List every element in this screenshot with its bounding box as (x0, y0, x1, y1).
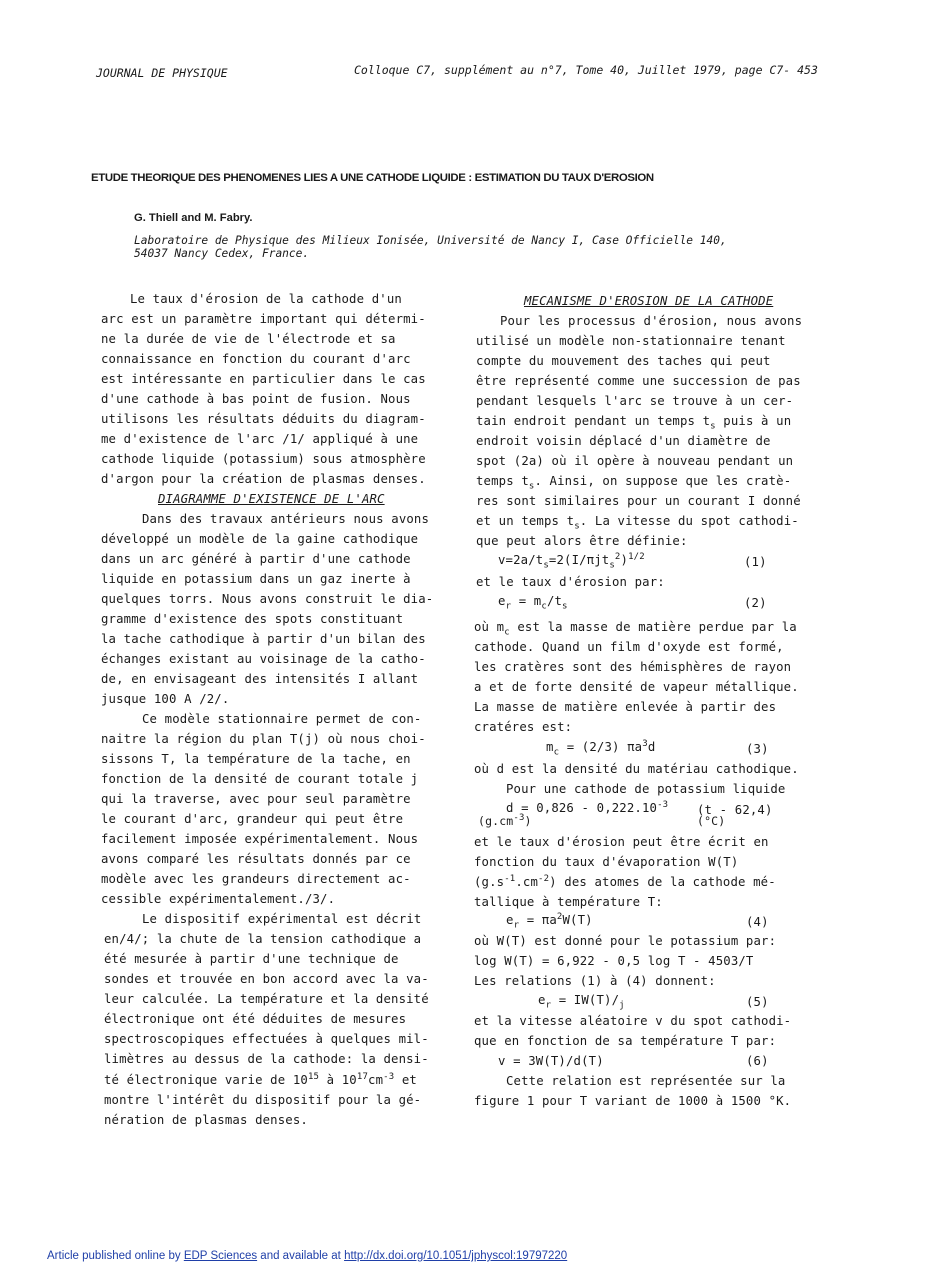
text-line: utilisé un modèle non-stationnaire tenant (476, 334, 786, 348)
text-line: développé un modèle de la gaine cathodique (101, 532, 419, 546)
text-line: spot (2a) où il opère à nouveau pendant un (476, 454, 794, 468)
density-line (104, 1073, 417, 1087)
text-line: que peut alors être définie: (476, 534, 688, 548)
affiliation-line-2: 54037 Nancy Cedex, France. (134, 247, 310, 260)
subscript: s (609, 560, 615, 571)
text: et un temps t (476, 514, 575, 528)
text-line: sondes et trouvée en bon accord avec la va- (104, 972, 429, 986)
equation-4 (506, 911, 593, 931)
text-line: électronique ont été déduites de mesures (104, 1012, 407, 1026)
text-line: jusque 100 A /2/. (101, 692, 230, 706)
text-line: spectroscopiques effectuées à quelques mil- (104, 1032, 429, 1046)
text-line (476, 414, 792, 432)
text: (g.cm (478, 814, 514, 828)
text-line: figure 1 pour T variant de 1000 à 1500 °K. (474, 1094, 792, 1108)
text-line: res sont similaires pour un courant I donné (476, 494, 801, 508)
text-line: liquide en potassium dans un gaz inerte à (101, 572, 411, 586)
text-line: gramme d'existence des spots constituant (101, 612, 404, 626)
unit-density (478, 814, 532, 828)
text-line: été mesurée à partir d'une technique de (104, 952, 399, 966)
text-line: modèle avec les grandeurs directement ac- (101, 872, 411, 886)
publisher-link[interactable]: EDP Sciences (183, 1250, 258, 1262)
text: ) (620, 553, 629, 567)
publication-footer (47, 1250, 567, 1262)
text-line: Cette relation est représentée sur la (506, 1074, 786, 1088)
equation-6: v = 3W(T)/d(T) (498, 1054, 604, 1068)
text-line: log W(T) = 6,922 - 0,5 log T - 4503/T (474, 954, 754, 968)
text-line: Pour une cathode de potassium liquide (506, 782, 786, 796)
superscript: -3 (513, 813, 525, 824)
section-heading-mecanisme: MECANISME D'EROSION DE LA CATHODE (524, 294, 774, 308)
text-line: et le taux d'érosion par: (476, 575, 665, 589)
equation-number: (2) (744, 596, 767, 610)
subscript: c (541, 601, 547, 612)
text: W(T) (562, 913, 593, 927)
text-line: montre l'intérêt du dispositif pour la gé- (104, 1093, 422, 1107)
text: = (2/3) πa (559, 740, 643, 754)
text-line: pendant lesquels l'arc se trouve à un cer- (476, 394, 794, 408)
text-line: dans un arc généré à partir d'une cathode (101, 552, 411, 566)
text: . La vitesse du spot cathodi- (579, 514, 799, 528)
paper-title: ETUDE THEORIQUE DES PHENOMENES LIES A UNE CATHODE LIQUIDE : ESTIMATION DU TAUX D'EROSION (91, 172, 654, 184)
text-line: et la vitesse aléatoire v du spot cathodi- (474, 1014, 792, 1028)
text: tain endroit pendant un temps t (476, 414, 711, 428)
text-line: que en fonction de sa température T par: (474, 1034, 777, 1048)
text: puis à un (715, 414, 792, 428)
text-line: fonction du taux d'évaporation W(T) (474, 855, 739, 869)
text-line: le courant d'arc, grandeur qui peut être (101, 812, 404, 826)
text-line: Le taux d'érosion de la cathode d'un (130, 292, 402, 306)
text-line: avons comparé les résultats donnés par ce (101, 852, 411, 866)
affiliation-line-1: Laboratoire de Physique des Milieux Ionisée, Université de Nancy I, Case Officielle 140, (134, 234, 727, 247)
equation-1 (498, 551, 645, 571)
text-line: et le taux d'érosion peut être écrit en (474, 835, 769, 849)
text-line: de, en envisageant des intensités I allant (101, 672, 419, 686)
equation-number: (5) (746, 995, 769, 1009)
text-line (476, 474, 792, 492)
text-line: être représenté comme une succession de pas (476, 374, 801, 388)
text-line: où W(T) est donné pour le potassium par: (474, 934, 777, 948)
subscript: c (504, 627, 510, 638)
text-line: facilement imposée expérimentalement. Nous (101, 832, 419, 846)
section-heading-diagramme: DIAGRAMME D'EXISTENCE DE L'ARC (158, 492, 385, 506)
text-line: la tache cathodique à partir d'un bilan des (101, 632, 426, 646)
subscript: j (619, 1000, 625, 1011)
text-line: nération de plasmas denses. (104, 1113, 308, 1127)
text: ) (524, 814, 532, 828)
text-line: compte du mouvement des taches qui peut (476, 354, 771, 368)
subscript: s (710, 421, 716, 432)
subscript: r (545, 1000, 552, 1011)
text-line: a et de forte densité de vapeur métallique. (474, 680, 799, 694)
subscript: r (513, 920, 520, 931)
subscript: s (543, 560, 549, 571)
subscript: c (553, 747, 560, 758)
footer-prefix: Article published online by (47, 1250, 184, 1262)
text-line: ne la durée de vie de l'électrode et sa (101, 332, 396, 346)
text: e (498, 594, 506, 608)
equation-density (506, 801, 668, 815)
equation-2 (498, 594, 568, 612)
text-line: cessible expérimentalement./3/. (101, 892, 336, 906)
text: d = 0,826 - 0,222.10 (506, 801, 658, 815)
exponent: 15 (307, 1071, 320, 1082)
authors: G. Thiell and M. Fabry. (134, 212, 253, 224)
equation-number: (6) (746, 1054, 769, 1068)
subscript: r (505, 601, 512, 612)
superscript: 1/2 (628, 551, 645, 562)
text-line: cathode liquide (potassium) sous atmosphère (101, 452, 426, 466)
text-line: les cratères sont des hémisphères de rayon (474, 660, 792, 674)
text: v=2a/t (498, 553, 544, 567)
superscript: -3 (657, 799, 669, 810)
text: e (538, 993, 546, 1007)
text: à 10 (319, 1073, 357, 1087)
text-line: connaissance en fonction du courant d'arc (101, 352, 411, 366)
text-line: tallique à température T: (474, 895, 663, 909)
text: d (647, 740, 656, 754)
text-line: endroit voisin déplacé d'un diamètre de (476, 434, 771, 448)
text: = πa (519, 913, 557, 927)
subscript: s (574, 521, 580, 532)
footer-middle: and available at (257, 1250, 345, 1262)
text: cm (368, 1073, 384, 1087)
running-head-right: Colloque C7, supplément au n°7, Tome 40, Juillet 1979, page C7- 453 (354, 63, 818, 77)
text: ) des atomes de la cathode mé- (549, 875, 776, 889)
running-head-left: JOURNAL DE PHYSIQUE (96, 66, 228, 80)
text: m (546, 740, 554, 754)
subscript: s (562, 601, 568, 612)
text-line: quelques torrs. Nous avons construit le dia- (101, 592, 434, 606)
text: . Ainsi, on suppose que les cratè- (534, 474, 792, 488)
equation-3 (546, 738, 656, 758)
text: est la masse de matière perdue par la (509, 620, 797, 634)
text-line: naitre la région du plan T(j) où nous choi- (101, 732, 426, 746)
text-line (474, 875, 776, 889)
doi-link[interactable]: http://dx.doi.org/10.1051/jphyscol:19797220 (344, 1250, 568, 1262)
text-line: Ce modèle stationnaire permet de con- (142, 712, 422, 726)
text-line (476, 514, 799, 532)
text: = IW(T)/ (551, 993, 620, 1007)
text-line: arc est un paramètre important qui détermi- (101, 312, 426, 326)
text-line: Pour les processus d'érosion, nous avons (500, 314, 803, 328)
text: /t (546, 594, 563, 608)
text-line: échanges existant au voisinage de la catho- (101, 652, 426, 666)
text-line: cratéres est: (474, 720, 573, 734)
superscript: -1 (504, 873, 516, 884)
text-line (474, 620, 797, 638)
text: =2(I/πjt (548, 553, 610, 567)
text-line: La masse de matière enlevée à partir des (474, 700, 777, 714)
equation-number: (3) (746, 742, 769, 756)
text-line: sissons T, la température de la tache, en (101, 752, 411, 766)
exponent: 17 (356, 1071, 369, 1082)
superscript: 2 (556, 911, 563, 922)
text-line: utilisons les résultats déduits du diagram- (101, 412, 426, 426)
text: où m (474, 620, 505, 634)
text: e (506, 913, 514, 927)
text: = m (511, 594, 542, 608)
equation-5 (538, 993, 625, 1011)
exponent: -3 (383, 1071, 395, 1082)
text: (g.s (474, 875, 505, 889)
text-line: qui la traverse, avec pour seul paramètre (101, 792, 411, 806)
unit-temperature: (°C) (697, 814, 726, 828)
text-line: me d'existence de l'arc /1/ appliqué à une (101, 432, 419, 446)
text: et (394, 1073, 417, 1087)
text-line: où d est la densité du matériau cathodique. (474, 762, 799, 776)
text-line: Le dispositif expérimental est décrit (142, 912, 422, 926)
text-line: leur calculée. La température et la densité (104, 992, 429, 1006)
equation-number: (1) (744, 555, 767, 569)
superscript: 3 (642, 738, 648, 749)
text-line: est intéressante en particulier dans le cas (101, 372, 426, 386)
text-line: d'argon pour la création de plasmas denses. (101, 472, 426, 486)
text-line: Les relations (1) à (4) donnent: (474, 974, 716, 988)
text-line: fonction de la densité de courant totale j (101, 772, 419, 786)
text: .cm (515, 875, 539, 889)
text-line: d'une cathode à bas point de fusion. Nous (101, 392, 411, 406)
superscript: 2 (614, 551, 621, 562)
equation-density-paren: (t - 62,4) (697, 803, 773, 817)
subscript: s (528, 481, 535, 492)
text-line: cathode. Quand un film d'oxyde est formé, (474, 640, 784, 654)
text: temps t (476, 474, 529, 488)
text-line: Dans des travaux antérieurs nous avons (142, 512, 430, 526)
equation-number: (4) (746, 915, 769, 929)
superscript: -2 (538, 873, 550, 884)
text-line: en/4/; la chute de la tension cathodique a (104, 932, 422, 946)
text: té électronique varie de 10 (104, 1073, 308, 1087)
text-line: limètres au dessus de la cathode: la densi- (104, 1052, 429, 1066)
